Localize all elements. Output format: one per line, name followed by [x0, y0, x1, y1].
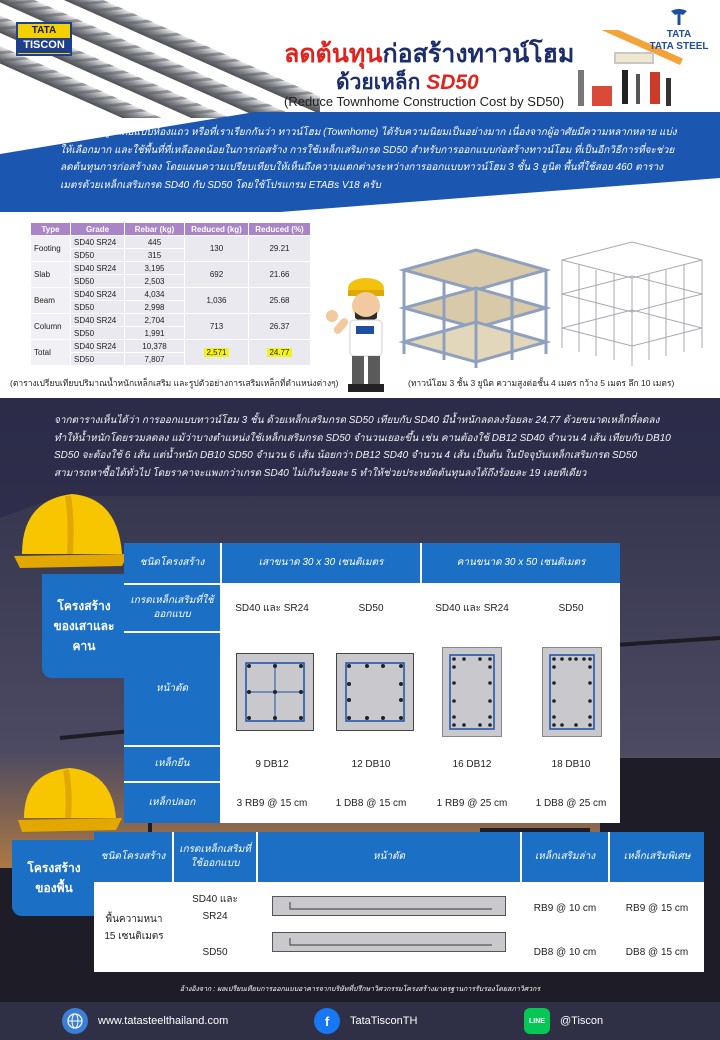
total-reduced-pct-value: 24.77	[269, 348, 290, 357]
analysis-text: จากตารางเห็นได้ว่า การออกแบบทาวน์โฮม 3 ชั้น ด้วยเหล็กเสริมกรด SD50 เทียบกับ SD40 มีน้ำหนักลดลงร้อยละ 24.77 ด้วยขนาดเหล็กที่ลดลงทำให้น้ำหนักโดยรวมลดลง แม้ว่าบางตำแหน่งใช้เหล็กเสริมกรด SD50 จำนวนเยอะขึ้น เช่น คานต้องใช้ DB12 SD40 จำนวน 4 เส้น เทียบกับ DB10 SD50 จะต้องใช้ 6 เส้น แต่น้ำหนัก DB10 SD50 จำนวน 6 เส้น น้อยกว่า DB12 SD40 จำนวน 4 เส้น เป็นต้น ในปัจจุบันเหล็กเสริมกรด SD50 สามารถหาซื้อได้ทั่วไป โดยราคาจะแพงกว่าเกรด SD40 ไม่เกินร้อยละ 5 ทำให้ช่วยประหยัดต้นทุนลงได้ถึงร้อยละ 19 เลยทีเดียว	[54, 415, 671, 479]
slab-label-text: โครงสร้างของพื้น	[27, 861, 81, 895]
row-grade: SD40 SR24	[71, 262, 125, 275]
row-type: Total	[31, 340, 71, 366]
row-label-stirrup: เหล็กปลอก	[124, 783, 220, 823]
grade-value: SD40 และ SR24	[235, 602, 309, 614]
row-reduced-kg: 692	[185, 262, 249, 288]
row-rebar: 7,807	[125, 353, 185, 366]
row-label-section: หน้าตัด	[124, 633, 220, 745]
stirrup-value: 1 RB9 @ 25 cm	[436, 797, 508, 809]
slab-bottom-value: DB8 @ 10 cm	[533, 946, 597, 958]
main-bar-value: 16 DB12	[452, 758, 492, 770]
intro-text: ปัจจุบันที่อยู่อาศัยแบบห้องแถว หรือที่เราเรียกกันว่า ทาวน์โฮม (Townhome) ได้รับความนิยมเป็นอย่างมาก เนื่องจากผู้อาศัยมีความหลากหลาย แบ่งให้เลือกมาก และใช้พื้นที่ที่เหลือลดน้อยในการก่อสร้าง การใช้เหล็กเสริมกรด SD50 สำหรับการออกแบบก่อสร้างทาวน์โฮม ที่เป็นอีกวิธีการที่จะช่วยลดต้นทุนการก่อสร้างลง โดยแผนความเปรียบเทียบให้เห็นถึงความแตกต่างระหว่างการออกแบบทาวน์โฮม 3 ชั้น 3 ยูนิต พื้นที่ใช้สอย 460 ตารางเมตรด้วยเหล็กเสริมกรด SD40 กับ SD50 โดยใช้โปรแกรม ETABs V18 ครับ	[60, 127, 677, 191]
reference-footnote: อ้างอิงจาก : ผลเปรียบเทียบการออกแบบอาคารจากบริษัทที่ปรึกษาวิศวกรรมโครงสร้างมาตรฐานการรับรองโดยสภาวิศวกร	[179, 986, 541, 993]
title-rest: ก่อสร้างทาวน์โฮม	[382, 40, 575, 68]
slab-section-sd50-diagram	[272, 932, 506, 952]
row-rebar: 3,195	[125, 262, 185, 275]
line-link[interactable]	[524, 1008, 603, 1034]
row-reduced-pct: 29.21	[249, 236, 311, 262]
row-rebar: 1,991	[125, 327, 185, 340]
model-caption: (ทาวน์โฮม 3 ชั้น 3 ยูนิต ความสูงต่อชั้น 4 เมตร กว้าง 5 เมตร ลึก 10 เมตร)	[408, 378, 675, 388]
slab-extra-value: DB8 @ 15 cm	[625, 946, 689, 958]
logo-steel-line2: TATA STEEL	[649, 41, 709, 52]
row-type: Footing	[31, 236, 71, 262]
frame-model-images	[396, 230, 710, 370]
header-structure-type: ชนิดโครงสร้าง	[124, 543, 220, 583]
row-rebar: 10,378	[125, 340, 185, 353]
row-reduced-pct: 21.66	[249, 262, 311, 288]
column-section-sd40-diagram	[236, 653, 314, 731]
row-rebar: 2,998	[125, 301, 185, 314]
header-grade: Grade	[71, 223, 125, 236]
globe-icon	[62, 1008, 88, 1034]
line-icon	[524, 1008, 550, 1034]
slab-header-grade: เกรดเหล็กเสริมที่ใช้ออกแบบ	[174, 832, 256, 882]
row-grade: SD50	[71, 301, 125, 314]
table-row	[31, 314, 311, 327]
stirrup-value: 1 DB8 @ 15 cm	[335, 797, 407, 809]
facebook-icon	[314, 1008, 340, 1034]
row-reduced-pct: 26.37	[249, 314, 311, 340]
row-type: Column	[31, 314, 71, 340]
column-beam-side-label	[42, 574, 126, 678]
slab-extra-value: RB9 @ 15 cm	[625, 902, 689, 914]
slab-header-extra: เหล็กเสริมพิเศษ	[610, 832, 704, 882]
slab-grade-value: SD40 และ SR24	[192, 894, 238, 922]
header-reduced-kg: Reduced (kg)	[185, 223, 249, 236]
grade-value: SD50	[558, 602, 584, 614]
website-link[interactable]	[62, 1008, 228, 1034]
row-rebar: 445	[125, 236, 185, 249]
rebar-image	[0, 0, 320, 118]
slab-type-value: พื้นความหนา 15 เซนติเมตร	[104, 914, 164, 942]
stirrup-value: 3 RB9 @ 15 cm	[236, 797, 308, 809]
beam-section-sd40-diagram	[442, 647, 502, 737]
row-grade: SD40 SR24	[71, 340, 125, 353]
slab-bottom-value: RB9 @ 10 cm	[533, 902, 597, 914]
logo-steel-line1: TATA	[666, 29, 692, 40]
row-label-grade: เกรดเหล็กเสริมที่ใช้ออกแบบ	[124, 585, 220, 631]
tata-steel-logo	[644, 8, 714, 53]
row-reduced-kg: 713	[185, 314, 249, 340]
table-row	[31, 288, 311, 301]
table-header-row	[31, 223, 311, 236]
column-beam-label-text: โครงสร้างของเสาและคาน	[53, 599, 115, 653]
facebook-text: TataTisconTH	[350, 1015, 418, 1027]
line-text: @Tiscon	[560, 1015, 604, 1027]
row-label-main-bar: เหล็กยืน	[124, 747, 220, 781]
row-grade: SD40 SR24	[71, 288, 125, 301]
slab-header-type: ชนิดโครงสร้าง	[94, 832, 172, 882]
main-bar-value: 18 DB10	[551, 758, 591, 770]
slab-header-section: หน้าตัด	[258, 832, 520, 882]
grade-value: SD40 และ SR24	[435, 602, 509, 614]
header-column-size: เสาขนาด 30 x 30 เซนติเมตร	[222, 543, 420, 583]
header-reduced-pct: Reduced (%)	[249, 223, 311, 236]
row-grade: SD50	[71, 327, 125, 340]
row-rebar: 4,034	[125, 288, 185, 301]
facebook-icon-letter: f	[324, 1013, 330, 1029]
total-reduced-kg	[185, 340, 249, 366]
subtitle: (Reduce Townhome Construction Cost by SD50)	[284, 94, 565, 109]
row-type: Beam	[31, 288, 71, 314]
column-section-sd50-diagram	[336, 653, 414, 731]
logo-tiscon-line1: TATA	[31, 25, 57, 36]
slab-section-sd40-diagram	[272, 896, 506, 916]
row-reduced-kg: 1,036	[185, 288, 249, 314]
header-beam-size: คานขนาด 30 x 50 เซนติเมตร	[422, 543, 620, 583]
row-grade: SD40 SR24	[71, 314, 125, 327]
slab-grade-value: SD50	[202, 946, 228, 958]
row-grade: SD50	[71, 249, 125, 262]
comparison-table	[30, 222, 311, 366]
title2-prefix: ด้วยเหล็ก	[336, 71, 427, 94]
row-rebar: 2,503	[125, 275, 185, 288]
slab-header-bottom: เหล็กเสริมล่าง	[522, 832, 608, 882]
slab-panel	[94, 832, 704, 972]
row-rebar: 315	[125, 249, 185, 262]
tata-emblem-icon	[644, 8, 714, 29]
column-beam-panel	[124, 543, 620, 823]
stirrup-value: 1 DB8 @ 25 cm	[535, 797, 607, 809]
website-text: www.tatasteelthailand.com	[98, 1015, 229, 1027]
header	[0, 0, 720, 118]
table-row	[31, 236, 311, 249]
table-row	[31, 262, 311, 275]
row-reduced-pct: 25.68	[249, 288, 311, 314]
header-rebar: Rebar (kg)	[125, 223, 185, 236]
title-highlight: ลดต้นทุน	[284, 40, 383, 68]
grade-value: SD50	[358, 602, 384, 614]
row-grade: SD50	[71, 275, 125, 288]
row-grade: SD40 SR24	[71, 236, 125, 249]
beam-section-sd50-diagram	[542, 647, 602, 737]
row-type: Slab	[31, 262, 71, 288]
worker-illustration	[322, 262, 400, 394]
total-reduced-pct	[249, 340, 311, 366]
slab-side-label	[12, 840, 96, 916]
header-type: Type	[31, 223, 71, 236]
table-row-total	[31, 340, 311, 353]
row-reduced-kg: 130	[185, 236, 249, 262]
main-bar-value: 12 DB10	[351, 758, 391, 770]
facebook-link[interactable]	[314, 1008, 417, 1034]
row-rebar: 2,704	[125, 314, 185, 327]
footer	[0, 1002, 720, 1040]
logo-tiscon-line2: TISCON	[18, 38, 70, 53]
total-reduced-kg-value: 2,571	[206, 348, 227, 357]
table-caption: (ตารางเปรียบเทียบปริมาณน้ำหนักเหล็กเสริม และรูปตัวอย่างการเสริมเหล็กที่ตำแหน่งต่างๆ)	[10, 378, 339, 388]
main-bar-value: 9 DB12	[255, 758, 289, 770]
title2-highlight: SD50	[426, 71, 479, 94]
tata-tiscon-logo	[16, 22, 72, 56]
row-grade: SD50	[71, 353, 125, 366]
line-icon-text: LINE	[529, 1017, 545, 1025]
